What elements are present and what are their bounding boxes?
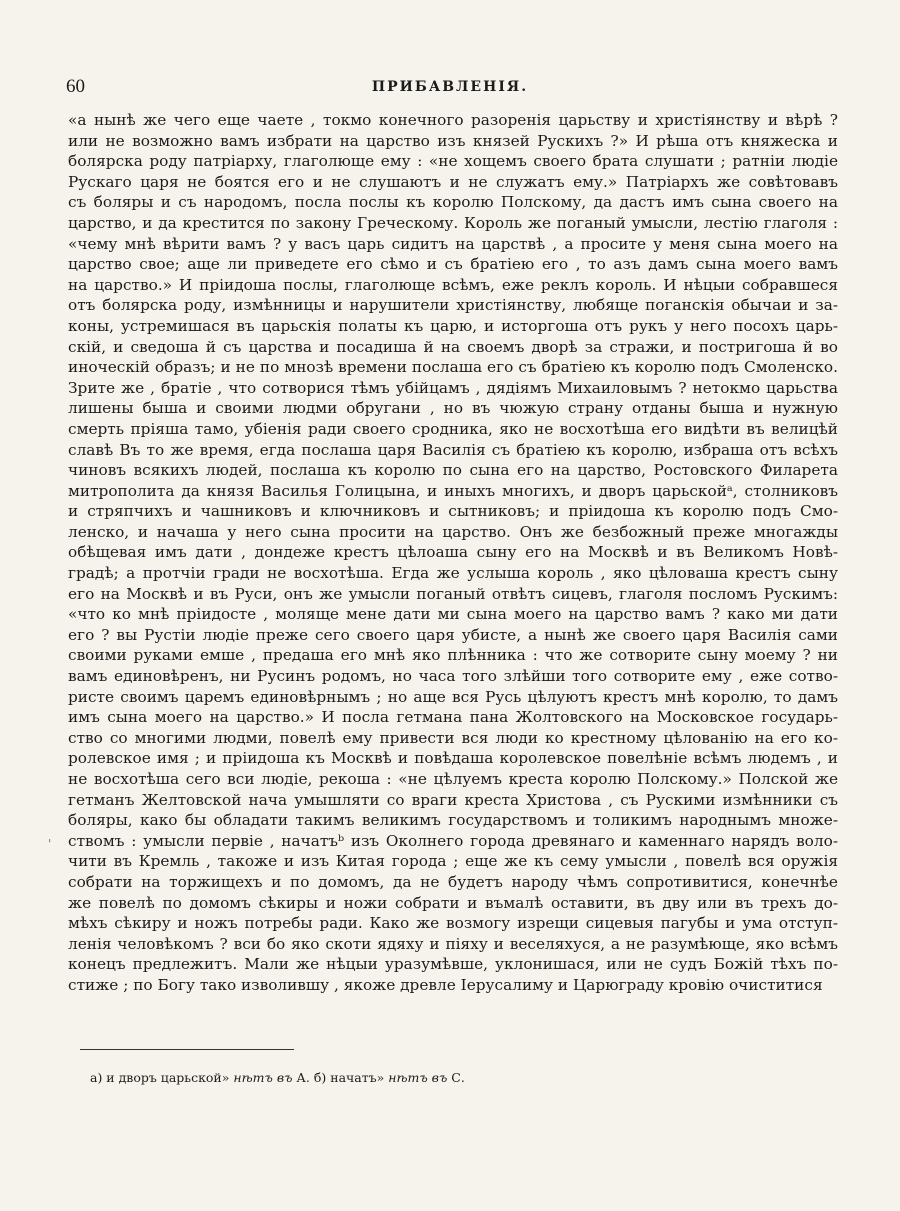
text-line: царство, и да крестится по закону Греческому. Король же поганый умысли, лестію глаголя : (68, 213, 838, 232)
text-line: ристе своимъ царемъ единовѣрнымъ ; но аще вся Русь цѣлуютъ крестъ мнѣ королю, то дамъ (68, 687, 838, 706)
text-line: его ? вы Рустіи людіе преже сего своего царя убисте, а нынѣ же своего царя Василія сами (68, 625, 838, 644)
text-line: или не возможно вамъ избрати на царство изъ князей Рускихъ ?» И рѣша отъ княжеска и (68, 131, 838, 150)
text-line: не восхотѣша сего вси людіе, рекоша : «не цѣлуемъ креста королю Полскому.» Полской же (68, 770, 838, 788)
text-line: царство свое; аще ли приведете его сѣмо и съ братіею его , то азъ дамъ сына моего вамъ (68, 255, 838, 274)
text-line: иноческій образъ; и не по мнозѣ времени послаша его съ братіею къ королю подъ Смоленско. (68, 358, 838, 377)
text-line: имъ сына моего на царство.» И посла гетмана пана Жолтовского на Московское государь- (68, 708, 838, 727)
text-line: боляры, како бы обладати такимъ великимъ государствомъ и толикимъ народнымъ множе- (68, 811, 838, 830)
footnote-b-source: С. (451, 1070, 465, 1085)
text-line: чити въ Кремль , такоже и изъ Китая города ; еще же къ сему умысли , повелѣ вся оружія (68, 852, 838, 871)
text-line: конецъ предлежитъ. Мали же нѣцыи уразумѣвше, уклонишася, или не судъ Божій тѣхъ по- (68, 955, 838, 974)
text-line: собрати на торжищехъ и по домомъ, да не будетъ народу чѣмъ сопротивитися, конечнѣе (68, 872, 838, 891)
text-line: своими руками емше , предаша его мнѣ яко плѣнника : что же сотворите сыну моему ? ни (68, 646, 838, 665)
text-line: митрополита да князя Василья Голицына, и иныхъ многихъ, и дворъ царьскойᵃ, столниковъ (68, 481, 838, 500)
text-line: чиновъ всякихъ людей, послаша къ королю по сына его на царство, Ростовского Филарета (68, 461, 838, 480)
text-line: съ боляры и съ народомъ, посла послы къ королю Полскому, да дастъ имъ сына своего на (68, 193, 838, 212)
text-line: стиже ; по Богу тако изволившу , якоже древле Іерусалиму и Царюграду кровію очиститися (68, 975, 823, 994)
footnote-a-note: нѣтъ въ (233, 1070, 293, 1085)
text-line: ленія человѣкомъ ? вси бо яко скоти ядяху и піяху и веселяхуся, а не разумѣюще, яко всѣмъ (68, 934, 838, 953)
text-line: обѣщевая имъ дати , дондеже крестъ цѣлоаша сыну его на Москвѣ и въ Великомъ Новѣ- (68, 543, 838, 562)
text-line: болярска роду патріарху, глаголюще ему : «не хощемъ своего брата слушати ; ратніи людіе (68, 152, 838, 171)
text-line: скій, и сведоша й съ царства и посадиша й на своемъ дворѣ за стражи, и постригоша й во (68, 337, 838, 356)
text-line: «что ко мнѣ пріидосте , моляще мене дати ми сына моего на царство вамъ ? како ми дати (68, 605, 838, 624)
text-line: на царство.» И пріидоша послы, глаголюще всѣмъ, еже реклъ король. И нѣцыи собравшеся (68, 275, 838, 294)
text-line: вамъ единовѣренъ, ни Русинъ родомъ, но часа того злѣйши того сотворите ему , еже сотво- (68, 667, 838, 686)
text-line: градѣ; а протчіи гради не восхотѣша. Егда же услыша король , яко цѣловаша крестъ сыну (68, 564, 838, 583)
footnotes (90, 1070, 465, 1085)
main-text (68, 110, 838, 996)
text-line: же повелѣ по домомъ сѣкиры и ножи собрати и въмалѣ оставити, въ дву или въ трехъ до- (68, 893, 838, 912)
text-line: ство со многими людми, повелѣ ему привести вся люди ко крестному цѣлованію на его ко- (68, 728, 838, 747)
text-line: Зрите же , братіе , что сотворися тѣмъ убійцамъ , дядіямъ Михаиловымъ ? нетокмо царьства (68, 378, 838, 397)
running-title: ПРИБАВЛЕНІЯ. (371, 79, 529, 95)
text-line: коны, устремишася въ царьскія полаты къ царю, и исторгоша отъ рукъ у него посохъ царь- (68, 316, 838, 335)
page-number: 60 (66, 76, 85, 97)
text-line: ролевское имя ; и пріидоша къ Москвѣ и повѣдаша королевское повелѣніе всѣмъ людемъ , и (68, 749, 838, 768)
footnote-a-ref: а) и дворъ царьской» (90, 1070, 230, 1085)
text-line: Рускаго царя не боятся его и не слушаютъ и не служатъ ему.» Патріархъ же совѣтовавъ (68, 172, 838, 191)
text-line: лишены быша и своими людми обругани , но въ чюжую страну отданы быша и нужную (68, 399, 838, 418)
footnote-b-note: нѣтъ въ (388, 1070, 448, 1085)
text-line: «а нынѣ же чего еще чаете , токмо конечного разоренія царьству и христіянству и вѣрѣ ? (68, 111, 838, 129)
text-line: славѣ Въ то же время, егда послаша царя Василія съ братіею къ королю, избраша отъ всѣхъ (68, 440, 838, 459)
footnote-rule (80, 1049, 294, 1050)
text-line: и стряпчихъ и чашниковъ и ключниковъ и сытниковъ; и пріидоша къ королю подъ Смо- (68, 502, 838, 521)
footnote-a-source: А. (296, 1070, 310, 1085)
margin-mark: ' (48, 837, 52, 851)
text-line: гетманъ Желтовской нача умышляти со враги креста Христова , съ Рускими измѣнники съ (68, 790, 838, 809)
text-line: его на Москвѣ и въ Руси, онъ же умысли поганый отвѣтъ сицевъ, глаголя посломъ Рускимъ: (68, 584, 838, 603)
footnote-b-ref: б) начатъ» (313, 1070, 385, 1085)
text-line: «чему мнѣ вѣрити вамъ ? у васъ царь сидитъ на царствѣ , а просите у меня сына моего на (68, 234, 838, 253)
text-line: отъ болярска роду, измѣнницы и нарушители христіянству, любяще поганскія обычаи и за- (68, 296, 838, 315)
text-line: ствомъ : умысли первіе , начатъᵇ изъ Околнего города древянаго и каменнаго нарядъ воло- (68, 831, 838, 850)
text-line: смерть пріяша тамо, убіенія ради своего сродника, яко не восхотѣша его видѣти въ велицѣй (68, 419, 838, 438)
text-line: мѣхъ сѣкиру и ножъ потребы ради. Како же возмогу изрещи сицевыя пагубы и ума отступ- (68, 914, 838, 933)
text-line: ленско, и начаша у него сына просити на царство. Онъ же безбожный преже многажды (68, 522, 838, 541)
